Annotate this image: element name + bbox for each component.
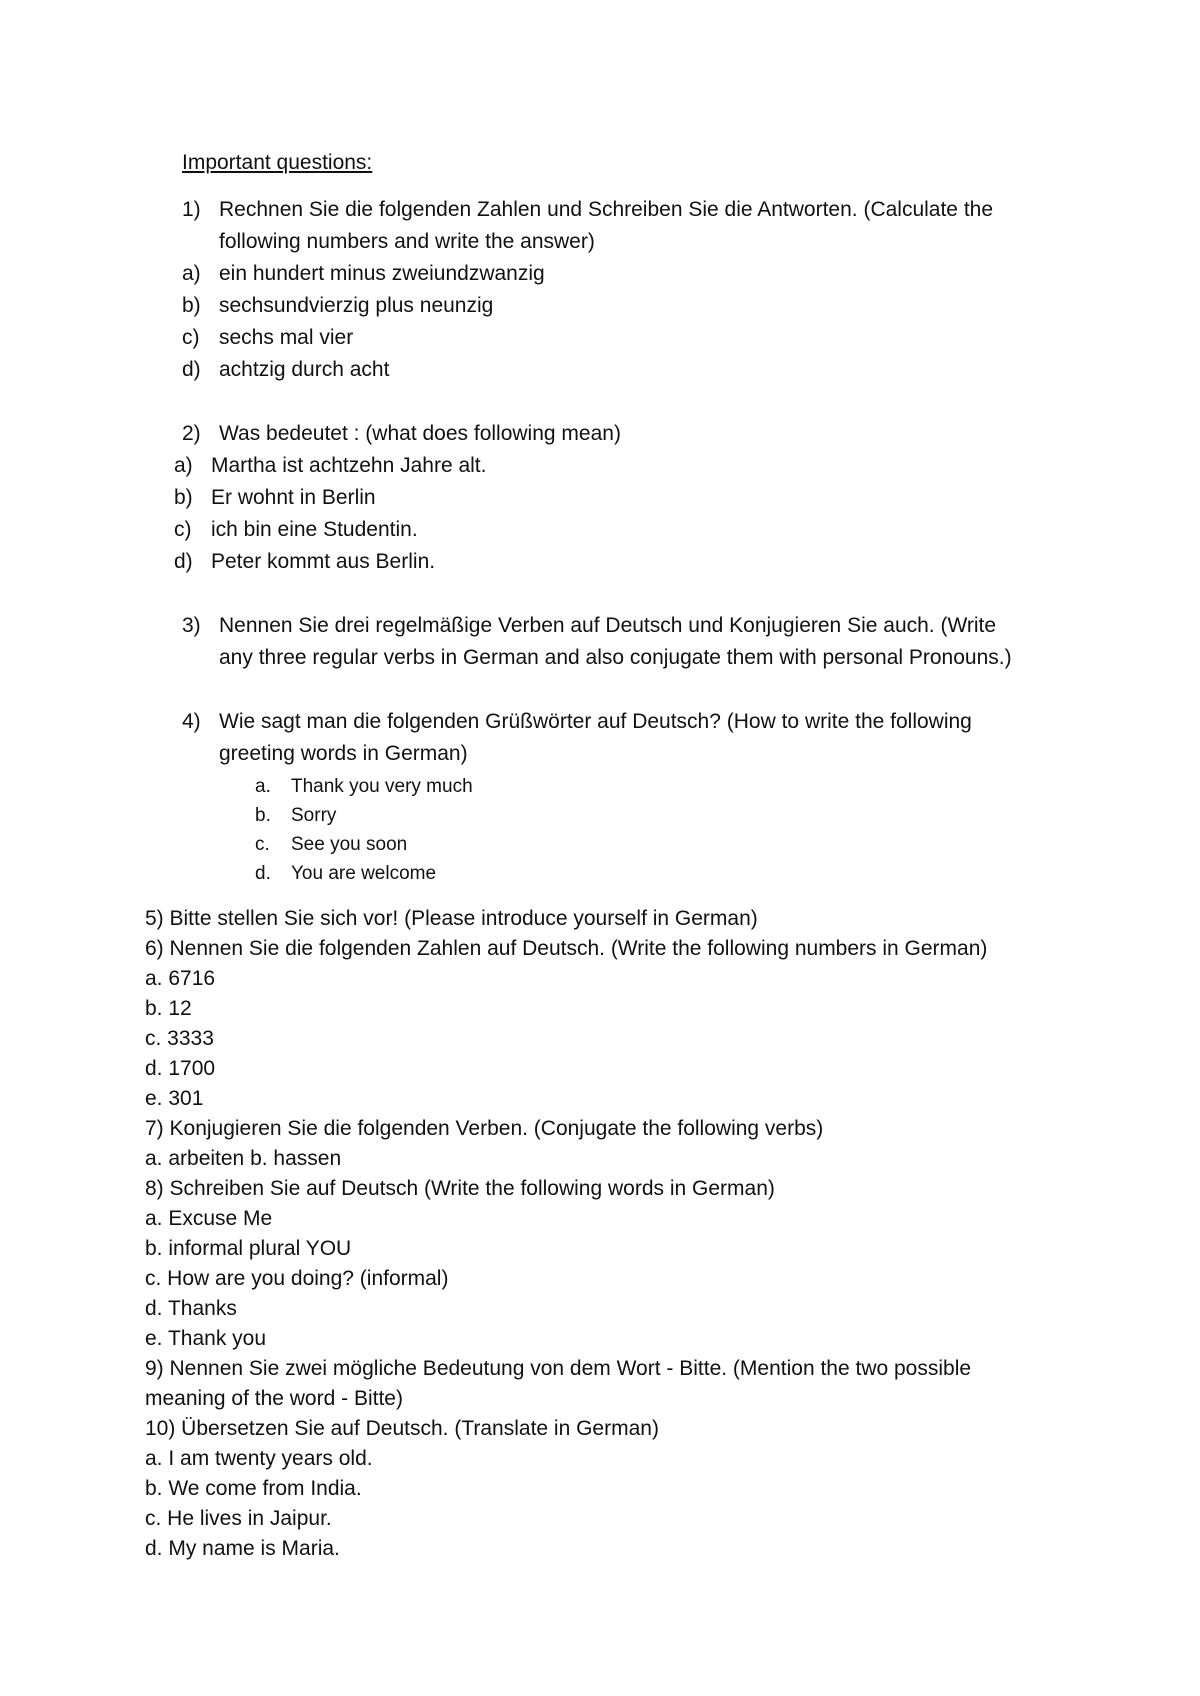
q6-item: e. 301 (145, 1087, 204, 1110)
q4-item-marker: a. (255, 776, 271, 797)
q6-item: c. 3333 (145, 1027, 214, 1050)
q6-item: a. 6716 (145, 967, 216, 990)
q4-item-marker: d. (255, 863, 271, 884)
q9-text-line1: 9) Nennen Sie zwei mögliche Bedeutung von dem Wort - Bitte. (Mention the two possible (145, 1357, 972, 1380)
q4-item-text: Thank you very much (291, 776, 473, 797)
q10-text: 10) Übersetzen Sie auf Deutsch. (Translate in German) (145, 1417, 659, 1440)
q4-item-text: Sorry (291, 805, 337, 826)
q1-item-text: achtzig durch acht (219, 358, 390, 381)
q7-text: 7) Konjugieren Sie die folgenden Verben. (Conjugate the following verbs) (145, 1117, 824, 1140)
q4-item-text: See you soon (291, 834, 408, 855)
q1-item-marker: d) (182, 358, 201, 381)
q2-item-text: ich bin eine Studentin. (211, 518, 418, 541)
q4-text-line2: greeting words in German) (219, 742, 468, 765)
page-title: Important questions: (182, 151, 373, 174)
q3-text-line2: any three regular verbs in German and also conjugate them with personal Pronouns.) (219, 646, 1012, 669)
q5-text: 5) Bitte stellen Sie sich vor! (Please introduce yourself in German) (145, 907, 758, 930)
q8-text: 8) Schreiben Sie auf Deutsch (Write the following words in German) (145, 1177, 775, 1200)
q3-number: 3) (182, 614, 201, 637)
q2-item-marker: d) (174, 550, 193, 573)
q4-item-text: You are welcome (291, 863, 437, 884)
q4-item-marker: b. (255, 805, 271, 826)
q8-item: b. informal plural YOU (145, 1237, 352, 1260)
q2-item-marker: c) (174, 518, 192, 541)
q6-item: b. 12 (145, 997, 192, 1020)
q2-number: 2) (182, 422, 201, 445)
q6-text: 6) Nennen Sie die folgenden Zahlen auf Deutsch. (Write the following numbers in German) (145, 937, 988, 960)
q8-item: c. How are you doing? (informal) (145, 1267, 449, 1290)
q6-item: d. 1700 (145, 1057, 216, 1080)
q10-item: b. We come from India. (145, 1477, 362, 1500)
q10-item: a. I am twenty years old. (145, 1447, 373, 1470)
q8-item: d. Thanks (145, 1297, 237, 1320)
q9-text-line2: meaning of the word - Bitte) (145, 1387, 403, 1410)
q1-number: 1) (182, 198, 201, 221)
q2-item-text: Peter kommt aus Berlin. (211, 550, 436, 573)
q10-item: d. My name is Maria. (145, 1537, 340, 1560)
q8-item: a. Excuse Me (145, 1207, 273, 1230)
q4-text-line1: Wie sagt man die folgenden Grüßwörter auf Deutsch? (How to write the following (219, 710, 972, 733)
q1-item-text: sechs mal vier (219, 326, 354, 349)
q2-item-marker: a) (174, 454, 193, 477)
q2-text: Was bedeutet : (what does following mean) (219, 422, 621, 445)
q2-item-marker: b) (174, 486, 193, 509)
q10-item: c. He lives in Jaipur. (145, 1507, 332, 1530)
q1-item-marker: b) (182, 294, 201, 317)
q4-number: 4) (182, 710, 201, 733)
q3-text-line1: Nennen Sie drei regelmäßige Verben auf Deutsch und Konjugieren Sie auch. (Write (219, 614, 997, 637)
q2-item-text: Martha ist achtzehn Jahre alt. (211, 454, 487, 477)
q8-item: e. Thank you (145, 1327, 267, 1350)
q7-item: a. arbeiten b. hassen (145, 1147, 342, 1170)
q1-item-text: sechsundvierzig plus neunzig (219, 294, 494, 317)
q1-text-line2: following numbers and write the answer) (219, 230, 595, 253)
q4-item-marker: c. (255, 834, 270, 855)
q1-item-marker: a) (182, 262, 201, 285)
q1-item-text: ein hundert minus zweiundzwanzig (219, 262, 545, 285)
q1-item-marker: c) (182, 326, 200, 349)
q1-text-line1: Rechnen Sie die folgenden Zahlen und Schreiben Sie die Antworten. (Calculate the (219, 198, 994, 221)
q2-item-text: Er wohnt in Berlin (211, 486, 376, 509)
